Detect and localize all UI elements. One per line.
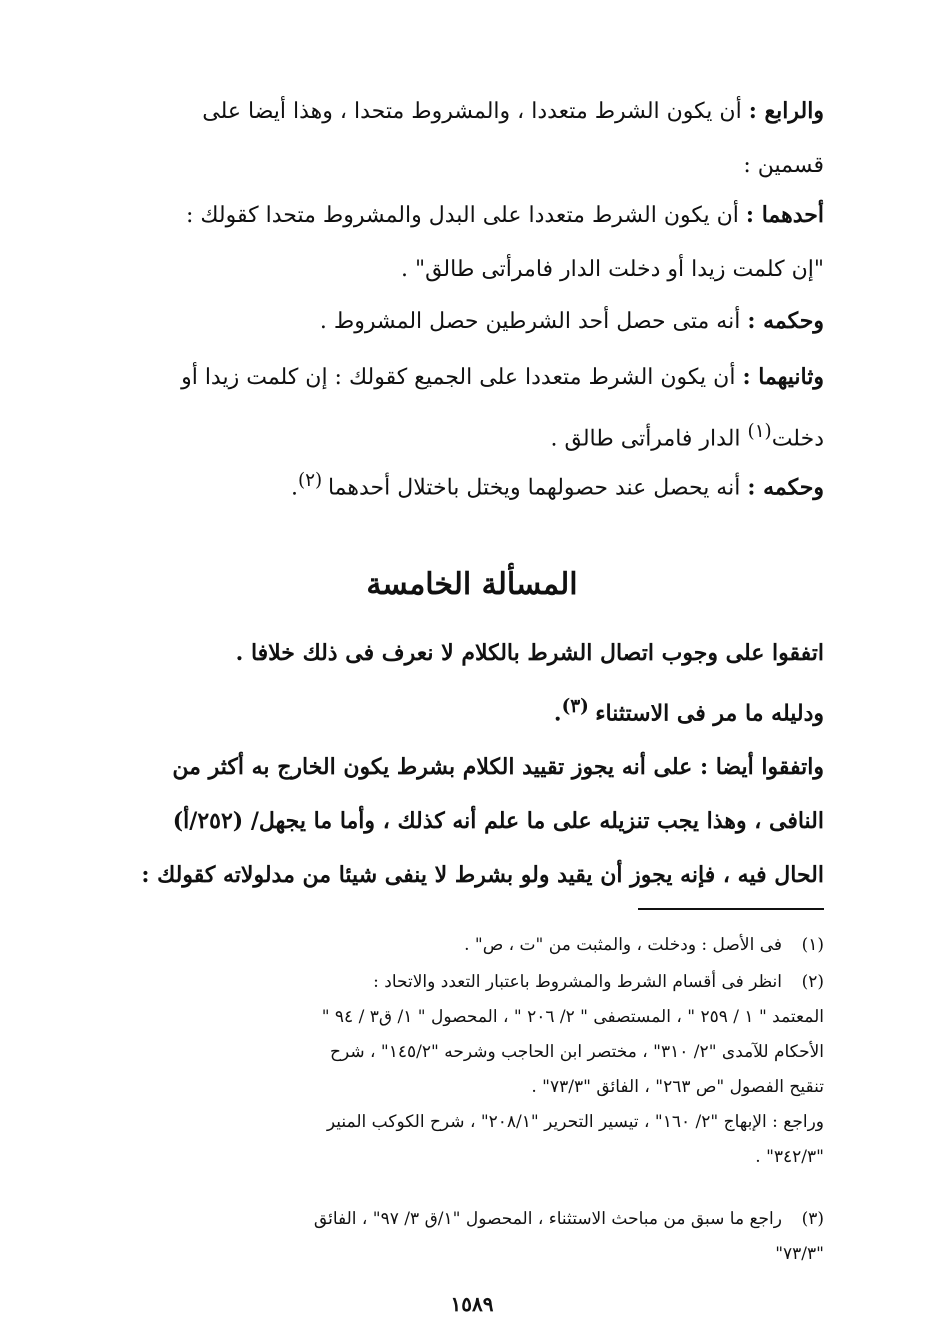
- paragraph-text: على أنه يجوز تقييد الكلام بشرط يكون الخارج به أكثر من: [172, 754, 700, 780]
- footnote-text: انظر فى أقسام الشرط والمشروط باعتبار التعدد والاتحاد :: [373, 972, 782, 992]
- footnote-line: [112, 965, 824, 1000]
- footnote-line: تنقيح الفصول "ص ٢٦٣" ، الفائق "٧٣/٣" .: [531, 1077, 824, 1097]
- first-case-paragraph: [112, 188, 824, 297]
- footnote-line: "٣٤٢/٣" .: [755, 1147, 824, 1167]
- paragraph-lead: وثانيهما :: [742, 364, 824, 390]
- intro-paragraph: [112, 84, 824, 193]
- footnote-divider: [638, 908, 824, 910]
- footnote-number: (٣): [801, 1209, 824, 1229]
- text-line: الحال فيه ، فإنه يجوز أن يقيد ولو بشرط لا ينفى شيئا من مدلولاته كقولك :: [141, 862, 824, 888]
- text-line: اتفقوا على وجوب اتصال الشرط بالكلام لا نعرف فى ذلك خلافا .: [235, 640, 824, 666]
- paragraph-lead: أحدهما :: [745, 202, 824, 228]
- paragraph-text: أنه متى حصل أحد الشرطين حصل المشروط .: [319, 309, 748, 334]
- footnote-ref[interactable]: (١): [747, 421, 772, 442]
- footnote-ref[interactable]: (٢): [297, 470, 328, 491]
- footnote-line: وراجع : الإبهاج "٢/ ١٦٠" ، تيسير التحرير "٢٠٨/١" ، شرح الكوكب المنير: [326, 1112, 824, 1132]
- footnote-line: [112, 928, 824, 963]
- footnote-line: "٧٣/٣": [775, 1244, 824, 1264]
- paragraph-text: أن يكون الشرط متعددا ، والمشروط متحدا ، وهذا أيضا على: [202, 99, 749, 124]
- footnote-number: (٢): [801, 972, 824, 992]
- text-line: [112, 740, 824, 794]
- paragraph-text: .: [290, 475, 298, 501]
- text-line: [112, 454, 824, 515]
- footnote-text: راجع ما سبق من مباحث الاستثناء ، المحصول "١/ق ٣/ ٩٧" ، الفائق: [313, 1209, 782, 1229]
- footnote-ref[interactable]: (٣): [561, 696, 596, 717]
- text-line: [112, 84, 824, 139]
- paragraph-text: .: [553, 700, 562, 727]
- text-line: [112, 350, 824, 405]
- page-number: ١٥٨٩: [450, 1292, 494, 1316]
- text-line: [112, 294, 824, 349]
- paragraph-lead: وحكمه :: [747, 308, 824, 334]
- paragraph-lead: وحكمه :: [747, 474, 824, 501]
- text-line: [112, 188, 824, 243]
- text-line: قسمين :: [743, 153, 824, 178]
- paragraph-text: أنه يحصل عند حصولهما ويختل باختلال أحدهما: [327, 475, 748, 501]
- paragraph-lead: واتفقوا أيضا :: [699, 754, 824, 780]
- first-ruling-paragraph: [112, 294, 824, 349]
- paragraph-text: ودليله ما مر فى الاستثناء: [595, 700, 824, 727]
- footnote-1: [112, 928, 824, 963]
- footnote-line: الأحكام للآمدى "٢/ ٣١٠" ، مختصر ابن الحاجب وشرحه "١٤٥/٢" ، شرح: [330, 1042, 824, 1062]
- text-line: [112, 680, 824, 740]
- footnote-number: (١): [801, 935, 824, 955]
- footnote-2: [112, 965, 824, 1175]
- second-case-paragraph: [112, 350, 824, 466]
- text-line: "إن كلمت زيدا أو دخلت الدار فامرأتى طالق" .: [400, 257, 824, 282]
- paragraph-text: الدار فامرأتى طالق .: [550, 426, 748, 452]
- footnote-line: [112, 1202, 824, 1237]
- paragraph-text: أن يكون الشرط متعددا على الجميع كقولك : إن كلمت زيدا أو: [181, 365, 743, 390]
- issue-paragraph: [112, 626, 824, 740]
- footnote-text: فى الأصل : ودخلت ، والمثبت من "ت ، ص" .: [464, 935, 782, 955]
- footnote-line: المعتمد " ١ / ٢٥٩ " ، المستصفى " ٢/ ٢٠٦ " ، المحصول " ١/ ق٣ / ٩٤ ": [321, 1007, 824, 1027]
- paragraph-text: دخلت: [771, 426, 824, 452]
- footnote-3: [112, 1202, 824, 1272]
- second-ruling-paragraph: [112, 454, 824, 515]
- paragraph-text: أن يكون الشرط متعددا على البدل والمشروط متحدا كقولك :: [185, 203, 746, 228]
- text-line: النافى ، وهذا يجب تنزيله على ما علم أنه كذلك ، وأما ما يجهل/ (٢٥٢/أ): [172, 808, 824, 834]
- agreement-paragraph: [112, 740, 824, 902]
- section-heading: المسألة الخامسة: [366, 567, 578, 602]
- paragraph-lead: والرابع :: [748, 98, 824, 124]
